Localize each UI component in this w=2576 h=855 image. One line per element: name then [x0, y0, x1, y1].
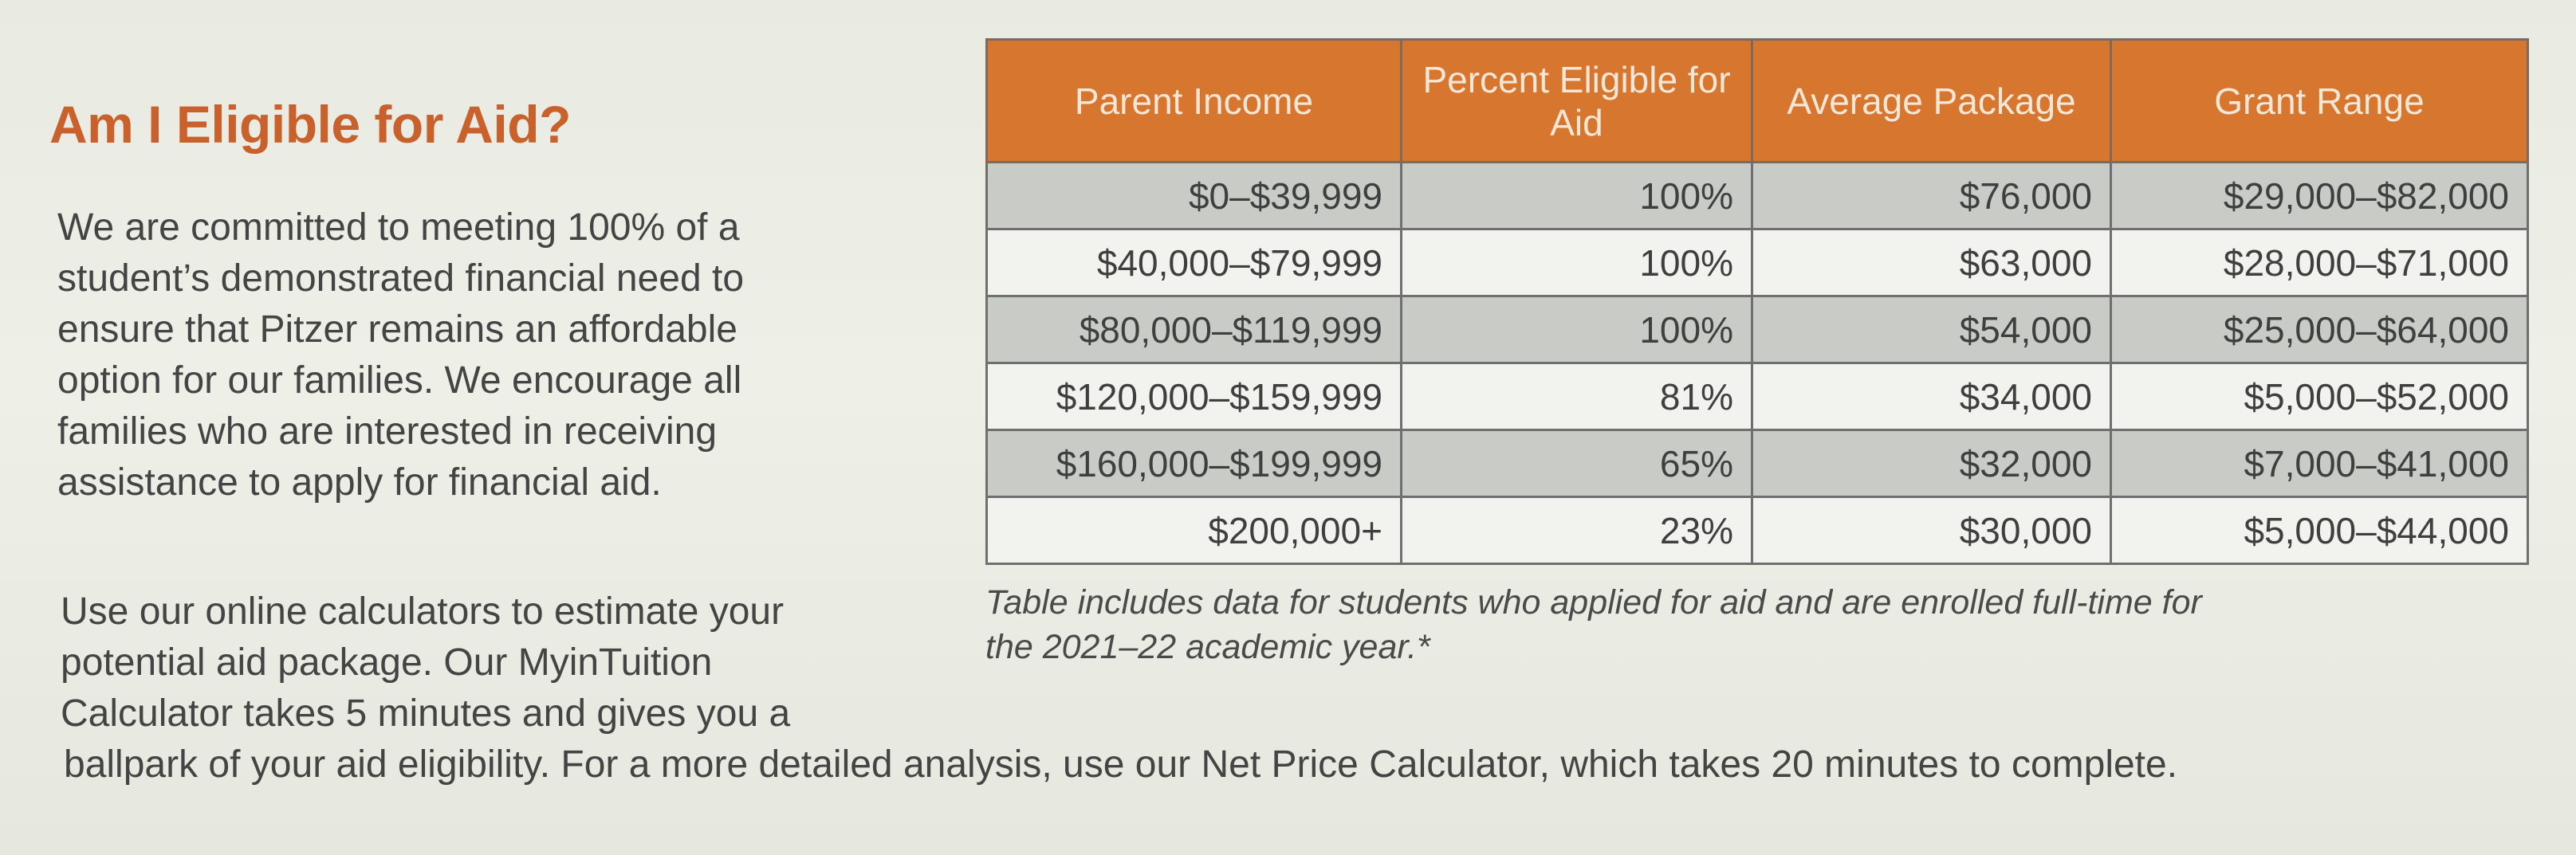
table-row: [987, 163, 2528, 229]
column-header-parent-income: Parent Income: [987, 40, 1402, 163]
cell-grant-range: $5,000–$44,000: [2111, 497, 2528, 564]
cell-average-package: $54,000: [1752, 296, 2111, 363]
intro-line: option for our families. We encourage all: [57, 359, 742, 402]
cell-percent-eligible: 100%: [1402, 163, 1752, 229]
intro-line: assistance to apply for financial aid.: [57, 461, 662, 504]
column-header-percent-eligible: Percent Eligible for Aid: [1402, 40, 1752, 163]
cell-parent-income: $80,000–$119,999: [987, 296, 1402, 363]
cell-grant-range: $29,000–$82,000: [2111, 163, 2528, 229]
intro-line: ensure that Pitzer remains an affordable: [57, 308, 737, 351]
calculator-line: Calculator takes 5 minutes and gives you a: [61, 692, 791, 735]
table-header-row: [987, 40, 2528, 163]
intro-paragraph: [57, 202, 950, 508]
cell-parent-income: $0–$39,999: [987, 163, 1402, 229]
table-row: [987, 229, 2528, 296]
cell-percent-eligible: 81%: [1402, 363, 1752, 430]
cell-percent-eligible: 100%: [1402, 229, 1752, 296]
intro-line: We are committed to meeting 100% of a: [57, 206, 740, 249]
cell-average-package: $76,000: [1752, 163, 2111, 229]
cell-average-package: $32,000: [1752, 430, 2111, 497]
calculator-line: potential aid package. Our MyinTuition: [61, 641, 713, 684]
cell-percent-eligible: 65%: [1402, 430, 1752, 497]
cell-grant-range: $5,000–$52,000: [2111, 363, 2528, 430]
intro-line: families who are interested in receiving: [57, 410, 718, 453]
cell-grant-range: $28,000–$71,000: [2111, 229, 2528, 296]
financial-aid-table: [985, 38, 2529, 565]
cell-average-package: $63,000: [1752, 229, 2111, 296]
cell-grant-range: $7,000–$41,000: [2111, 430, 2528, 497]
cell-parent-income: $40,000–$79,999: [987, 229, 1402, 296]
calculator-line: ballpark of your aid eligibility. For a more detailed analysis, use our Net Price Calculator, which takes 20 minutes to complete.: [64, 743, 2178, 786]
table-row: [987, 296, 2528, 363]
cell-parent-income: $200,000+: [987, 497, 1402, 564]
cell-parent-income: $160,000–$199,999: [987, 430, 1402, 497]
cell-percent-eligible: 23%: [1402, 497, 1752, 564]
cell-percent-eligible: 100%: [1402, 296, 1752, 363]
column-header-average-package: Average Package: [1752, 40, 2111, 163]
cell-average-package: $34,000: [1752, 363, 2111, 430]
footnote-line: Table includes data for students who applied for aid and are enrolled full-time for: [985, 583, 2202, 622]
intro-line: student’s demonstrated financial need to: [57, 257, 745, 300]
section-heading: Am I Eligible for Aid?: [49, 95, 571, 154]
cell-parent-income: $120,000–$159,999: [987, 363, 1402, 430]
table-row: [987, 363, 2528, 430]
calculator-line: Use our online calculators to estimate your: [61, 590, 785, 633]
cell-average-package: $30,000: [1752, 497, 2111, 564]
table-row: [987, 430, 2528, 497]
column-header-grant-range: Grant Range: [2111, 40, 2528, 163]
table-row: [987, 497, 2528, 564]
cell-grant-range: $25,000–$64,000: [2111, 296, 2528, 363]
calculator-paragraph: [61, 586, 2177, 790]
footnote-line: the 2021–22 academic year.*: [985, 628, 1430, 666]
